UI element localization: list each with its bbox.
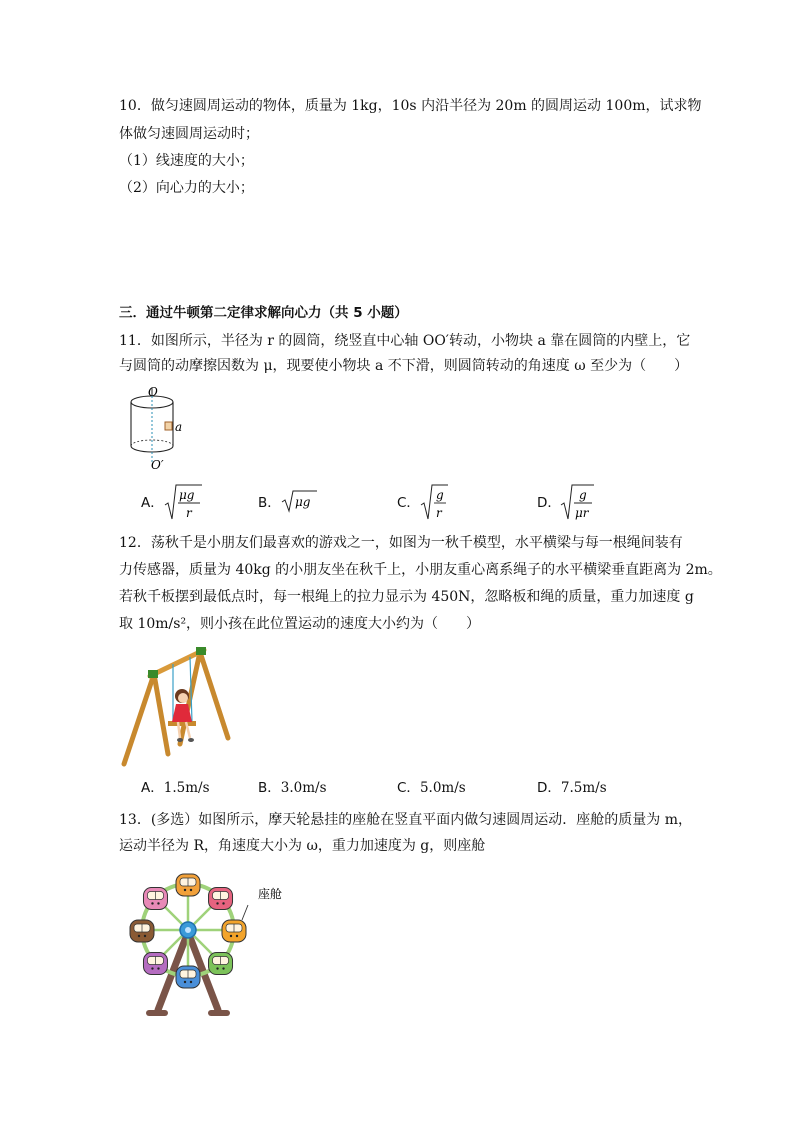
cylinder-figure xyxy=(120,382,200,472)
option-a-num: μg xyxy=(179,488,195,502)
label-a: a xyxy=(175,420,183,434)
option-label: D． xyxy=(537,780,561,796)
q10-stem-line2: 体做匀速圆周运动时； xyxy=(119,126,259,142)
cabin xyxy=(209,953,233,975)
option-label: D． xyxy=(537,495,561,511)
q12-stem-line2: 力传感器，质量为 40kg 的小朋友坐在秋千上，小朋友重心离系绳子的水平横梁垂直距离为 2m。 xyxy=(119,562,722,578)
q11-option-b-formula xyxy=(281,488,321,514)
q13-stem-line1: 13．(多选）如图所示，摩天轮悬挂的座舱在竖直平面内做匀速圆周运动．座舱的质量为 m， xyxy=(119,812,692,828)
q12-option-a[interactable] xyxy=(141,778,210,798)
q12-option-d[interactable] xyxy=(537,778,607,798)
q10-stem-line1: 10．做匀速圆周运动的物体，质量为 1kg，10s 内沿半径为 20m 的圆周运动 100m，试求物 xyxy=(119,98,702,114)
q12-stem-line1: 12．荡秋千是小朋友们最喜欢的游戏之一，如图为一秋千模型，水平横梁与每一根绳间装有 xyxy=(119,535,683,551)
cabin xyxy=(143,887,167,909)
cabin xyxy=(176,874,200,896)
label-o-prime: O′ xyxy=(151,458,164,472)
q13-stem-line2: 运动半径为 R，角速度大小为 ω，重力加速度为 g，则座舱 xyxy=(119,838,486,854)
option-label: C． xyxy=(397,780,420,796)
q12-stem-line4: 取 10m/s²，则小孩在此位置运动的速度大小约为（ ） xyxy=(119,616,481,632)
block-a xyxy=(165,422,172,430)
cabin-label: 座舱 xyxy=(258,887,283,901)
q10-part1: （1）线速度的大小； xyxy=(119,153,254,169)
q11-option-a-formula xyxy=(164,481,204,523)
ferris-wheel-figure xyxy=(118,860,298,1025)
cabin xyxy=(143,953,167,975)
cabin xyxy=(130,920,154,942)
q11-option-b[interactable] xyxy=(258,493,281,513)
q11-option-d[interactable] xyxy=(537,493,561,513)
option-label: C． xyxy=(397,495,420,511)
q12-option-b[interactable] xyxy=(258,778,327,798)
q11-option-d-formula xyxy=(560,481,596,523)
option-label: A． xyxy=(141,780,164,796)
q11-stem-line1: 11．如图所示，半径为 r 的圆筒，绕竖直中心轴 OO′转动，小物块 a 靠在圆筒的内壁上，它 xyxy=(119,333,691,349)
option-c-den: r xyxy=(436,506,442,520)
cabin xyxy=(222,920,246,942)
option-label: B． xyxy=(258,780,281,796)
option-label: B． xyxy=(258,495,281,511)
swing-figure xyxy=(120,642,235,770)
option-value: 3.0m/s xyxy=(280,780,327,796)
q12-stem-line3: 若秋千板摆到最低点时，每一根绳上的拉力显示为 450N，忽略板和绳的质量，重力加速度 g xyxy=(119,589,694,605)
option-a-den: r xyxy=(186,506,192,520)
option-value: 7.5m/s xyxy=(560,780,607,796)
q11-option-c-formula xyxy=(420,481,450,523)
q11-option-c[interactable] xyxy=(397,493,420,513)
q11-stem-line2: 与圆筒的动摩擦因数为 μ，现要使小物块 a 不下滑，则圆筒转动的角速度 ω 至少为（ ） xyxy=(119,358,689,374)
section-heading: 三．通过牛顿第二定律求解向心力（共 5 小题） xyxy=(119,305,408,321)
q11-option-a[interactable] xyxy=(141,493,164,513)
cabin xyxy=(209,887,233,909)
option-value: 5.0m/s xyxy=(419,780,466,796)
option-d-num: g xyxy=(579,488,587,502)
option-c-num: g xyxy=(436,488,444,502)
option-d-den: μr xyxy=(575,506,589,520)
q12-option-c[interactable] xyxy=(397,778,466,798)
label-pointer xyxy=(242,905,248,920)
cabin xyxy=(176,966,200,988)
q10-part2: （2）向心力的大小； xyxy=(119,180,254,196)
option-label: A． xyxy=(141,495,164,511)
option-b-expr: μg xyxy=(295,495,311,509)
label-o: O xyxy=(148,385,158,399)
option-value: 1.5m/s xyxy=(163,780,210,796)
